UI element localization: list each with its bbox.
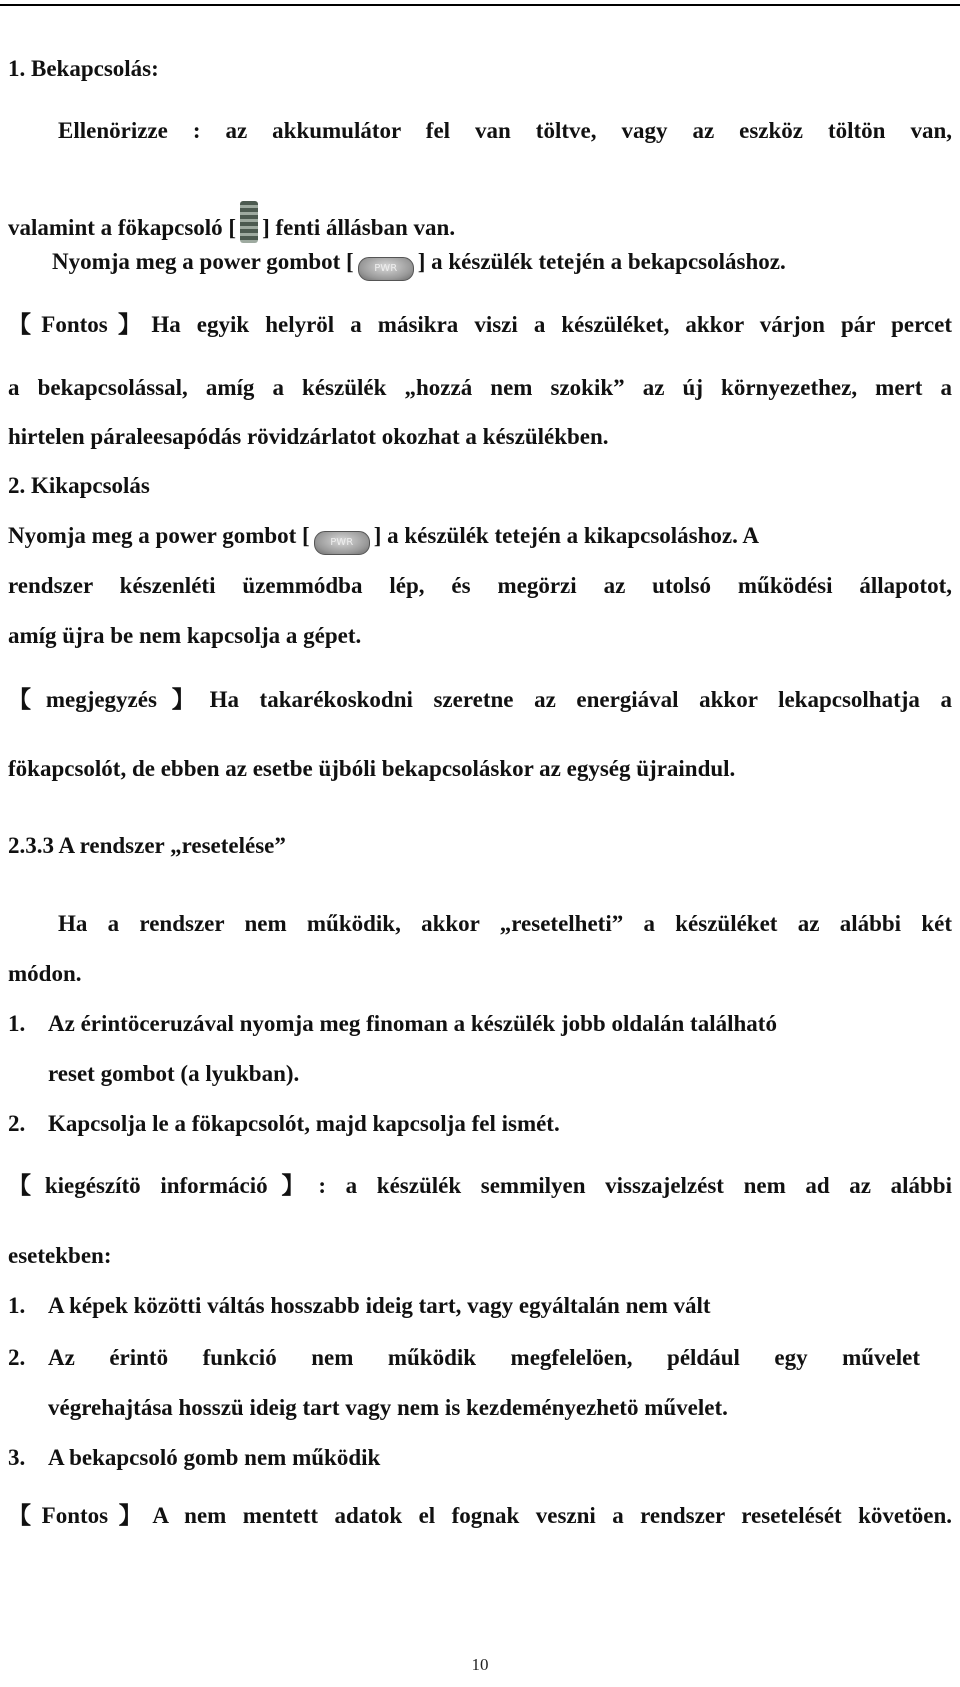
paragraph-line: rendszer készenléti üzemmódba lép, és megörzi az utolsó működési állapotot,: [8, 573, 952, 598]
paragraph-line: [52, 248, 952, 281]
text-fragment: ] fenti állásban van.: [262, 215, 456, 240]
paragraph-line: amíg üjra be nem kapcsolja a gépet.: [8, 623, 362, 648]
section-heading-power-on: 1. Bekapcsolás:: [8, 56, 159, 81]
additional-info-note: 【kiegészítö információ】: a készülék semmilyen visszajelzést nem ad az alábbi: [8, 1173, 952, 1198]
top-rule: [0, 4, 960, 6]
main-switch-icon: [240, 201, 258, 243]
list-item: [8, 1344, 952, 1372]
list-number: 2.: [8, 1111, 26, 1136]
section-heading-power-off: 2. Kikapcsolás: [8, 473, 150, 498]
text-fragment: Nyomja meg a power gombot [: [52, 249, 354, 274]
power-button-icon: PWR: [358, 257, 414, 281]
paragraph-line: hirtelen páraleesapódás rövidzárlatot okozhat a készülékben.: [8, 424, 609, 449]
list-number: 1.: [8, 1011, 26, 1036]
important-note: 【Fontos】A nem mentett adatok el fognak veszni a rendszer resetelését követöen.: [8, 1503, 952, 1528]
paragraph-line: esetekben:: [8, 1243, 112, 1268]
list-item: [8, 1010, 952, 1038]
paragraph-line: Ha a rendszer nem működik, akkor „resetelheti” a készüléket az alábbi két: [58, 911, 952, 936]
paragraph-line: a bekapcsolással, amíg a készülék „hozzá nem szokik” az új környezethez, mert a: [8, 375, 952, 400]
list-item: [8, 1292, 952, 1320]
paragraph-line: módon.: [8, 961, 82, 986]
section-heading-reset: 2.3.3 A rendszer „resetelése”: [8, 833, 286, 858]
list-number: 2.: [8, 1345, 26, 1370]
list-item-continuation: reset gombot (a lyukban).: [48, 1061, 300, 1086]
text-fragment: valamint a fökapcsoló [: [8, 215, 237, 240]
text-fragment: ] a készülék tetején a bekapcsoláshoz.: [417, 249, 786, 274]
paragraph-line: Ellenörizze : az akkumulátor fel van töltve, vagy az eszköz töltön van,: [58, 118, 952, 143]
paragraph-line: [8, 522, 952, 555]
paragraph-line: fökapcsolót, de ebben az esetbe üjbóli bekapcsoláskor az egység üjraindul.: [8, 756, 736, 781]
list-text: A bekapcsoló gomb nem működik: [48, 1445, 381, 1470]
paragraph-line: [8, 201, 952, 243]
text-fragment: ] a készülék tetején a kikapcsoláshoz. A: [373, 523, 759, 548]
list-number: 1.: [8, 1293, 26, 1318]
list-item: [8, 1444, 952, 1472]
remark-note: 【megjegyzés】Ha takarékoskodni szeretne az energiával akkor lekapcsolhatja a: [8, 687, 952, 712]
list-text: A képek közötti váltás hosszabb ideig tart, vagy egyáltalán nem vált: [48, 1293, 711, 1318]
list-item-continuation: végrehajtása hosszü ideig tart vagy nem is kezdeményezhetö művelet.: [48, 1395, 728, 1420]
list-text: Az érintö funkció nem működik megfelelöen, például egy művelet: [48, 1345, 920, 1370]
important-note: 【Fontos】Ha egyik helyröl a másikra viszi a készüléket, akkor várjon pár percet: [8, 312, 952, 337]
list-item: [8, 1110, 952, 1138]
list-number: 3.: [8, 1445, 26, 1470]
list-text: Az érintöceruzával nyomja meg finoman a készülék jobb oldalán található: [48, 1011, 777, 1036]
list-text: Kapcsolja le a fökapcsolót, majd kapcsolja fel ismét.: [48, 1111, 560, 1136]
text-fragment: Nyomja meg a power gombot [: [8, 523, 310, 548]
page-number: 10: [471, 1655, 489, 1674]
power-button-icon: PWR: [314, 531, 370, 555]
